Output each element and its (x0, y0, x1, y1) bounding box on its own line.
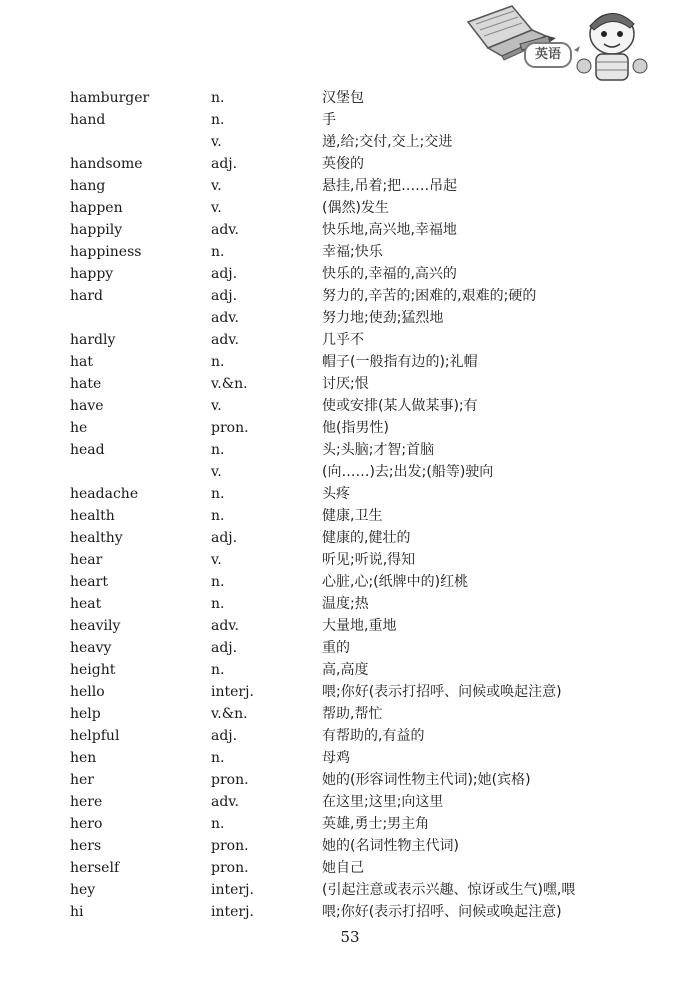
entry-meaning: 温度;热 (322, 596, 369, 612)
entry-part-of-speech: adv. (211, 332, 240, 348)
vocabulary-entry (0, 835, 700, 857)
entry-meaning: 听见;听说,得知 (322, 552, 416, 568)
vocabulary-entry (0, 461, 700, 483)
vocabulary-entry (0, 505, 700, 527)
entry-meaning: 喂;你好(表示打招呼、问候或唤起注意) (322, 684, 562, 700)
entry-word: happiness (70, 244, 142, 260)
mascot-icon (574, 13, 647, 80)
vocabulary-entry (0, 681, 700, 703)
entry-meaning: 她的(形容词性物主代词);她(宾格) (322, 772, 531, 788)
entry-word: herself (70, 860, 120, 876)
entry-word: heavily (70, 618, 121, 634)
entry-part-of-speech: v. (211, 398, 222, 414)
entry-part-of-speech: adv. (211, 222, 240, 238)
entry-part-of-speech: n. (211, 816, 225, 832)
entry-meaning: 健康,卫生 (322, 508, 383, 524)
entry-part-of-speech: n. (211, 442, 225, 458)
entry-meaning: 帮助,帮忙 (322, 706, 383, 722)
vocabulary-entry (0, 109, 700, 131)
entry-word: her (70, 772, 94, 788)
vocabulary-entry (0, 527, 700, 549)
vocabulary-entry (0, 373, 700, 395)
vocabulary-entry (0, 329, 700, 351)
entry-part-of-speech: n. (211, 112, 225, 128)
entry-meaning: 他(指男性) (322, 420, 389, 436)
entry-word: hello (70, 684, 105, 700)
entry-meaning: 头疼 (322, 486, 350, 502)
entry-part-of-speech: adj. (211, 530, 238, 546)
entry-word: hardly (70, 332, 116, 348)
vocabulary-entry (0, 175, 700, 197)
entry-part-of-speech: n. (211, 354, 225, 370)
entry-word: hers (70, 838, 102, 854)
entry-meaning: 母鸡 (322, 750, 350, 766)
entry-part-of-speech: pron. (211, 420, 249, 436)
vocabulary-entry (0, 307, 700, 329)
entry-part-of-speech: v. (211, 552, 222, 568)
entry-part-of-speech: v.&n. (211, 376, 248, 392)
entry-meaning: 健康的,健壮的 (322, 530, 411, 546)
vocabulary-entry (0, 153, 700, 175)
entry-meaning: (向……)去;出发;(船等)驶向 (322, 464, 494, 480)
entry-meaning: 喂;你好(表示打招呼、问候或唤起注意) (322, 904, 562, 920)
entry-word: hat (70, 354, 93, 370)
entry-part-of-speech: pron. (211, 838, 249, 854)
entry-part-of-speech: adj. (211, 156, 238, 172)
vocabulary-entry (0, 285, 700, 307)
entry-word: help (70, 706, 101, 722)
entry-meaning: 递,给;交付,交上;交进 (322, 134, 453, 150)
entry-meaning: 大量地,重地 (322, 618, 397, 634)
entry-part-of-speech: pron. (211, 860, 249, 876)
vocabulary-entry (0, 901, 700, 923)
vocabulary-entry (0, 395, 700, 417)
vocabulary-entry (0, 857, 700, 879)
entry-word: headache (70, 486, 139, 502)
entry-part-of-speech: adv. (211, 794, 240, 810)
entry-meaning: 心脏,心;(纸牌中的)红桃 (322, 574, 469, 590)
entry-part-of-speech: adj. (211, 728, 238, 744)
entry-meaning: 汉堡包 (322, 90, 364, 106)
entry-part-of-speech: n. (211, 90, 225, 106)
entry-meaning: 使或安排(某人做某事);有 (322, 398, 478, 414)
entry-word: here (70, 794, 103, 810)
vocabulary-entry (0, 725, 700, 747)
entry-word: handsome (70, 156, 143, 172)
entry-word: hey (70, 882, 96, 898)
entry-part-of-speech: adv. (211, 310, 240, 326)
entry-word: hand (70, 112, 106, 128)
entry-meaning: 重的 (322, 640, 350, 656)
entry-meaning: 英雄,勇士;男主角 (322, 816, 430, 832)
entry-word: happily (70, 222, 123, 238)
vocabulary-entry (0, 769, 700, 791)
entry-part-of-speech: n. (211, 508, 225, 524)
page-header (0, 0, 700, 90)
vocabulary-entry (0, 813, 700, 835)
entry-word: heart (70, 574, 108, 590)
entry-meaning: 头;头脑;才智;首脑 (322, 442, 435, 458)
entry-word: height (70, 662, 116, 678)
entry-meaning: 英俊的 (322, 156, 364, 172)
entry-meaning: 在这里;这里;向这里 (322, 794, 444, 810)
entry-meaning: 几乎不 (322, 332, 364, 348)
vocabulary-entry (0, 593, 700, 615)
entry-word: happy (70, 266, 114, 282)
vocabulary-entry (0, 549, 700, 571)
entry-part-of-speech: adj. (211, 288, 238, 304)
entry-word: hate (70, 376, 102, 392)
entry-part-of-speech: adj. (211, 640, 238, 656)
entry-meaning: 努力地;使劲;猛烈地 (322, 310, 444, 326)
entry-word: heat (70, 596, 102, 612)
entry-meaning: 快乐的,幸福的,高兴的 (322, 266, 457, 282)
entry-part-of-speech: pron. (211, 772, 249, 788)
entry-part-of-speech: v.&n. (211, 706, 248, 722)
entry-meaning: 努力的,辛苦的;困难的,艰难的;硬的 (322, 288, 537, 304)
entry-meaning: 幸福;快乐 (322, 244, 383, 260)
entry-part-of-speech: n. (211, 596, 225, 612)
vocabulary-entry (0, 351, 700, 373)
vocabulary-entry (0, 197, 700, 219)
entry-part-of-speech: adj. (211, 266, 238, 282)
entry-meaning: 她自己 (322, 860, 364, 876)
entry-meaning: 讨厌;恨 (322, 376, 369, 392)
entry-part-of-speech: v. (211, 178, 222, 194)
entry-meaning: 悬挂,吊着;把……吊起 (322, 178, 458, 194)
vocabulary-entry (0, 417, 700, 439)
entry-part-of-speech: v. (211, 464, 222, 480)
vocabulary-entry (0, 131, 700, 153)
vocabulary-entry (0, 87, 700, 109)
entry-meaning: 有帮助的,有益的 (322, 728, 425, 744)
entry-part-of-speech: n. (211, 662, 225, 678)
vocabulary-entry (0, 791, 700, 813)
entry-word: hamburger (70, 90, 150, 106)
entry-word: heavy (70, 640, 112, 656)
entry-word: have (70, 398, 104, 414)
entry-word: health (70, 508, 115, 524)
entry-part-of-speech: interj. (211, 684, 254, 700)
entry-part-of-speech: v. (211, 200, 222, 216)
entry-word: hard (70, 288, 104, 304)
entry-word: hi (70, 904, 84, 920)
entry-word: he (70, 420, 88, 436)
vocabulary-entry (0, 439, 700, 461)
entry-word: healthy (70, 530, 123, 546)
vocabulary-entry (0, 263, 700, 285)
vocabulary-entry (0, 219, 700, 241)
vocabulary-entry (0, 703, 700, 725)
entry-part-of-speech: v. (211, 134, 222, 150)
vocabulary-entry (0, 879, 700, 901)
entry-part-of-speech: n. (211, 486, 225, 502)
entry-meaning: 手 (322, 112, 336, 128)
entry-word: hen (70, 750, 97, 766)
entry-part-of-speech: interj. (211, 882, 254, 898)
entry-meaning: 她的(名词性物主代词) (322, 838, 459, 854)
vocabulary-entry (0, 659, 700, 681)
entry-word: hear (70, 552, 103, 568)
vocabulary-entry (0, 615, 700, 637)
entry-meaning: (引起注意或表示兴趣、惊讶或生气)嘿,喂 (322, 882, 576, 898)
subject-badge: 英语 (524, 42, 572, 68)
entry-word: helpful (70, 728, 120, 744)
vocabulary-list (0, 87, 700, 923)
entry-word: hero (70, 816, 103, 832)
entry-word: head (70, 442, 105, 458)
page-number: 53 (340, 928, 360, 946)
entry-meaning: 快乐地,高兴地,幸福地 (322, 222, 457, 238)
vocabulary-entry (0, 571, 700, 593)
vocabulary-entry (0, 747, 700, 769)
entry-part-of-speech: n. (211, 244, 225, 260)
entry-word: happen (70, 200, 123, 216)
entry-meaning: 帽子(一般指有边的);礼帽 (322, 354, 478, 370)
entry-part-of-speech: n. (211, 574, 225, 590)
entry-part-of-speech: n. (211, 750, 225, 766)
entry-word: hang (70, 178, 106, 194)
entry-part-of-speech: interj. (211, 904, 254, 920)
vocabulary-entry (0, 483, 700, 505)
vocabulary-entry (0, 241, 700, 263)
entry-part-of-speech: adv. (211, 618, 240, 634)
vocabulary-entry (0, 637, 700, 659)
entry-meaning: (偶然)发生 (322, 200, 389, 216)
entry-meaning: 高,高度 (322, 662, 369, 678)
